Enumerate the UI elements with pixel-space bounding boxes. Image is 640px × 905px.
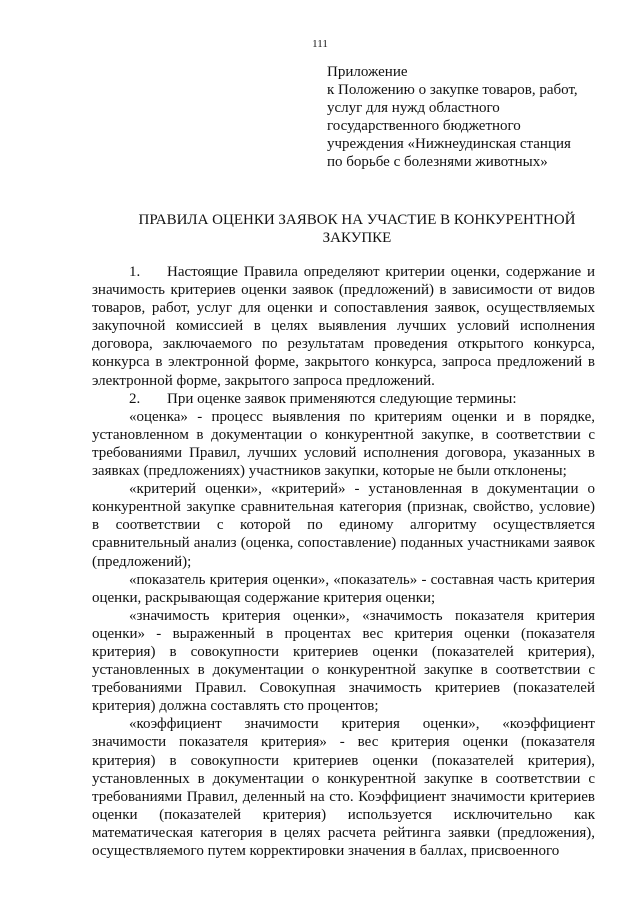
paragraph-text: «критерий оценки», «критерий» - установленная в документации о конкурентной закупке сравнительная категория (признак, свойство, условие) в соответствии с которой по единому алгоритму осуществляется сравнительный анализ (оценка, сопоставление) поданных участниками заявок (предложений); xyxy=(92,481,595,570)
page-number: 111 xyxy=(312,38,328,50)
paragraph-1 xyxy=(92,263,595,390)
appendix-line: к Положению о закупке товаров, работ, xyxy=(327,82,578,98)
appendix-line: по борьбе с болезнями животных» xyxy=(327,154,548,170)
term-definition xyxy=(92,715,595,860)
paragraph-text: Настоящие Правила определяют критерии оценки, содержание и значимость критериев оценки заявок (предложений) в зависимости от видов товаров, работ, услуг для оценки и сопоставления заявок, осуществляемых закупочной комиссией в целях выявления лучших условий исполнения договора, заключаемого по результатам проведения открытого конкурса, конкурса в электронной форме, закрытого конкурса, запроса предложений в электронной форме, закрытого запроса предложений. xyxy=(92,264,595,389)
paragraph-number: 2. xyxy=(129,390,141,407)
paragraph-text: «показатель критерия оценки», «показатель» - составная часть критерия оценки, раскрывающая содержание критерия оценки; xyxy=(92,571,595,606)
paragraph-number: 1. xyxy=(129,264,141,280)
appendix-line: услуг для нужд областного xyxy=(327,100,500,116)
term-definition xyxy=(92,607,595,716)
document-body xyxy=(92,263,595,860)
term-definition xyxy=(92,408,595,480)
paragraph-2 xyxy=(92,390,595,408)
appendix-line: государственного бюджетного xyxy=(327,118,521,134)
paragraph-text: «оценка» - процесс выявления по критериям оценки и в порядке, установленном в документации о конкурентной закупке, в соответствии с требованиями Правил, лучших условий исполнения договора, указанных в заявках (предложениях) участников закупки, которые не были отклонены; xyxy=(92,408,595,480)
title-line-2: ЗАКУПКЕ xyxy=(322,230,392,246)
appendix-line: учреждения «Нижнеудинская станция xyxy=(327,136,571,152)
title-line-1: ПРАВИЛА ОЦЕНКИ ЗАЯВОК НА УЧАСТИЕ В КОНКУРЕНТНОЙ xyxy=(138,212,576,228)
appendix-line: Приложение xyxy=(327,64,408,80)
document-title xyxy=(92,211,622,247)
paragraph-text: «коэффициент значимости критерия оценки», «коэффициент значимости показателя критерия» - вес критерия оценки (показателя критерия) в совокупности критериев оценки (показателей критерия), установленных в документации о конкурентной закупке в соответствии с требованиями Правил, деленный на сто. Коэффициент значимости критериев оценки (показателей критерия) используется исключительно как математическая категория в целях расчета рейтинга заявки (предложения), осуществляемого путем корректировки значения в баллах, присвоенного xyxy=(92,716,595,859)
term-definition xyxy=(92,480,595,570)
appendix-block xyxy=(327,63,617,171)
paragraph-text: «значимость критерия оценки», «значимость показателя критерия оценки» - выраженный в процентах вес критерия оценки (показателя критерия) в совокупности критериев оценки (показателей критерия), установленных в документации о конкурентной закупке в соответствии с требованиями Правил. Совокупная значимость критериев (показателей критерия) должна составлять сто процентов; xyxy=(92,607,595,715)
paragraph-text: При оценке заявок применяются следующие термины: xyxy=(167,390,517,407)
term-definition xyxy=(92,571,595,607)
